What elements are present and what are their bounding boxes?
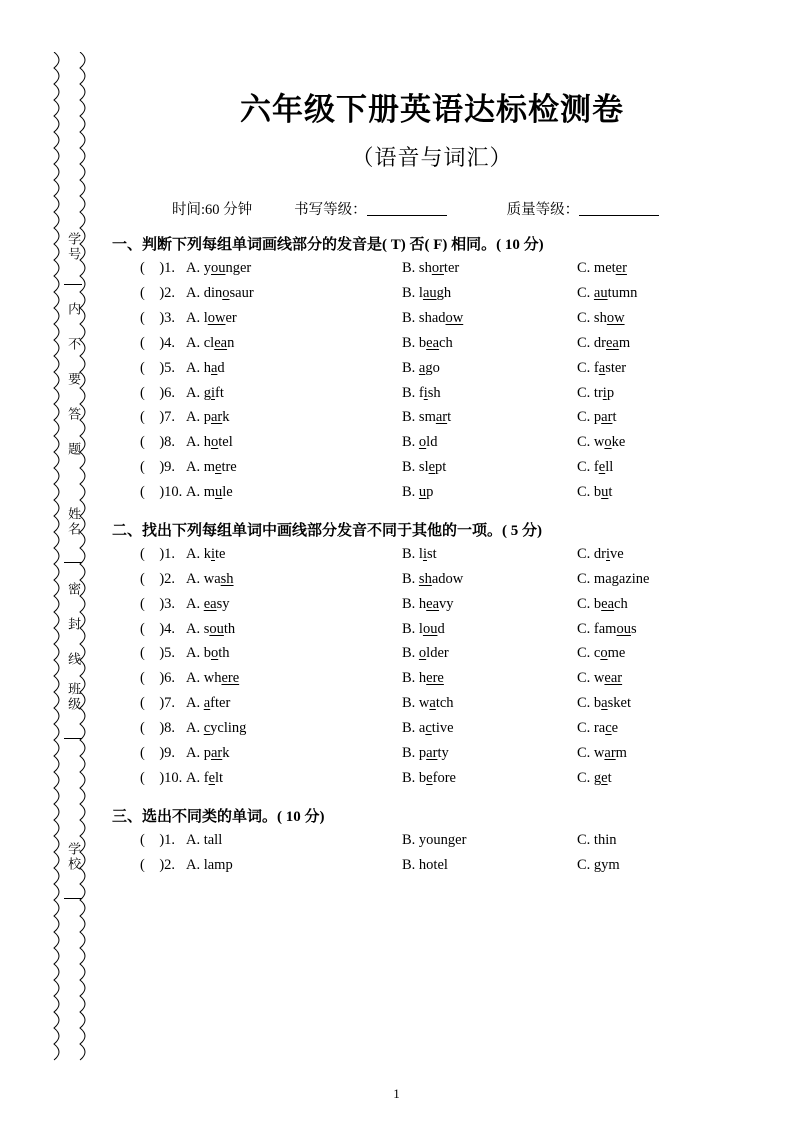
question-row — [112, 691, 752, 716]
option-c[interactable]: C. part — [577, 409, 617, 426]
answer-blank[interactable]: ( )10. — [140, 769, 183, 786]
option-c[interactable]: C. come — [577, 645, 626, 662]
option-a[interactable]: A. cycling — [186, 720, 247, 737]
option-c[interactable]: C. famous — [577, 620, 637, 637]
question-row — [112, 852, 752, 877]
answer-blank[interactable]: ( )8. — [140, 434, 176, 451]
option-c[interactable]: C. gym — [577, 856, 620, 873]
section-questions — [112, 828, 752, 878]
option-b[interactable]: B. up — [402, 484, 434, 501]
option-a[interactable]: A. lower — [186, 309, 237, 326]
option-a[interactable]: A. metre — [186, 459, 237, 476]
question-row — [112, 480, 752, 505]
answer-blank[interactable]: ( )3. — [140, 595, 176, 612]
section-heading: 三、选出不同类的单词。( 10 分) — [112, 808, 325, 825]
answer-blank[interactable]: ( )6. — [140, 670, 176, 687]
answer-blank[interactable]: ( )7. — [140, 409, 176, 426]
option-a[interactable]: A. where — [186, 670, 240, 687]
binding-margin-strip — [52, 52, 92, 1062]
answer-blank[interactable]: ( )1. — [140, 260, 176, 277]
answer-blank[interactable]: ( )6. — [140, 384, 176, 401]
option-b[interactable]: B. list — [402, 545, 437, 562]
option-a[interactable]: A. dinosaur — [186, 285, 254, 302]
margin-blank-line-xingming — [64, 562, 82, 563]
answer-blank[interactable]: ( )10. — [140, 484, 183, 501]
quality-grade-label: 质量等级： — [506, 202, 580, 218]
option-c[interactable]: C. meter — [577, 260, 627, 277]
option-c[interactable]: C. magazine — [577, 570, 650, 587]
answer-blank[interactable]: ( )5. — [140, 359, 176, 376]
option-b[interactable]: B. slept — [402, 459, 447, 476]
answer-blank[interactable]: ( )2. — [140, 285, 176, 302]
question-row — [112, 592, 752, 617]
option-a[interactable]: A. mule — [186, 484, 233, 501]
question-row — [112, 281, 752, 306]
option-b[interactable]: B. shadow — [402, 570, 464, 587]
option-a[interactable]: A. kite — [186, 545, 226, 562]
question-row — [112, 641, 752, 666]
option-c[interactable]: C. show — [577, 309, 625, 326]
option-b[interactable]: B. younger — [402, 831, 467, 848]
section-questions — [112, 256, 752, 505]
question-row — [112, 306, 752, 331]
question-row — [112, 666, 752, 691]
question-row — [112, 331, 752, 356]
question-row — [112, 716, 752, 741]
option-a[interactable]: A. younger — [186, 260, 252, 277]
option-b[interactable]: B. laugh — [402, 285, 452, 302]
exam-time: 时间:60 分钟 — [172, 202, 253, 218]
question-row — [112, 616, 752, 641]
question-row — [112, 828, 752, 853]
answer-blank[interactable]: ( )7. — [140, 695, 176, 712]
answer-blank[interactable]: ( )2. — [140, 856, 176, 873]
answer-blank[interactable]: ( )4. — [140, 620, 176, 637]
option-b[interactable]: B. shadow — [402, 309, 464, 326]
margin-blank-line-xuehao — [64, 284, 82, 285]
option-b[interactable]: B. watch — [402, 695, 454, 712]
option-c[interactable]: C. basket — [577, 695, 631, 712]
margin-blank-line-xuexiao — [64, 898, 82, 899]
option-a[interactable]: A. park — [186, 409, 230, 426]
option-a[interactable]: A. gift — [186, 384, 224, 401]
option-b[interactable]: B. fish — [402, 384, 441, 401]
option-b[interactable]: B. party — [402, 744, 449, 761]
question-row — [112, 567, 752, 592]
question-row — [112, 741, 752, 766]
exam-sheet — [112, 60, 752, 877]
margin-blank-line-banji — [64, 738, 82, 739]
question-row — [112, 380, 752, 405]
section-heading: 一、判断下列每组单词画线部分的发音是( T) 否( F) 相同。( 10 分) — [112, 237, 544, 253]
section-questions — [112, 542, 752, 791]
option-b[interactable]: B. active — [402, 720, 454, 737]
option-c[interactable]: C. wear — [577, 670, 623, 687]
answer-blank[interactable]: ( )2. — [140, 570, 176, 587]
answer-blank[interactable]: ( )5. — [140, 645, 176, 662]
margin-label-xuehao: 学号 — [66, 232, 82, 262]
option-c[interactable]: C. fell — [577, 459, 614, 476]
wavy-line-left — [52, 52, 66, 1062]
answer-blank[interactable]: ( )8. — [140, 720, 176, 737]
answer-blank[interactable]: ( )9. — [140, 459, 176, 476]
option-a[interactable]: A. lamp — [186, 856, 233, 873]
option-b[interactable]: B. older — [402, 645, 449, 662]
question-row — [112, 356, 752, 381]
option-a[interactable]: A. wash — [186, 570, 234, 587]
option-a[interactable]: A. after — [186, 695, 231, 712]
question-row — [112, 430, 752, 455]
option-b[interactable]: B. beach — [402, 334, 453, 351]
option-a[interactable]: A. felt — [186, 769, 224, 786]
option-b[interactable]: B. ago — [402, 359, 440, 376]
option-c[interactable]: C. but — [577, 484, 613, 501]
page-title: 六年级下册英语达标检测卷 — [240, 92, 624, 127]
question-row — [112, 542, 752, 567]
option-c[interactable]: C. get — [577, 769, 612, 786]
option-a[interactable]: A. south — [186, 620, 236, 637]
answer-blank[interactable]: ( )1. — [140, 545, 176, 562]
question-row — [112, 256, 752, 281]
section-heading: 二、找出下列每组单词中画线部分发音不同于其他的一项。( 5 分) — [112, 522, 542, 539]
option-c[interactable]: C. beach — [577, 595, 628, 612]
option-b[interactable]: B. heavy — [402, 595, 454, 612]
option-b[interactable]: B. smart — [402, 409, 452, 426]
handwriting-grade-label: 书写等级： — [294, 202, 367, 218]
answer-blank[interactable]: ( )1. — [140, 831, 176, 848]
margin-label-nei-bu-yao-da-ti: 内不要答题 — [66, 302, 82, 477]
handwriting-grade-blank[interactable] — [367, 202, 447, 216]
option-b[interactable]: B. hotel — [402, 856, 448, 873]
answer-blank[interactable]: ( )3. — [140, 309, 176, 326]
option-b[interactable]: B. here — [402, 670, 444, 687]
option-c[interactable]: C. trip — [577, 384, 615, 401]
answer-blank[interactable]: ( )4. — [140, 334, 176, 351]
question-row — [112, 766, 752, 791]
option-a[interactable]: A. park — [186, 744, 230, 761]
option-a[interactable]: A. tall — [186, 831, 223, 848]
question-row — [112, 455, 752, 480]
option-c[interactable]: C. race — [577, 720, 619, 737]
option-b[interactable]: B. loud — [402, 620, 445, 637]
wavy-line-right — [78, 52, 92, 1062]
option-c[interactable]: C. warm — [577, 744, 627, 761]
option-a[interactable]: A. clean — [186, 334, 235, 351]
answer-blank[interactable]: ( )9. — [140, 744, 176, 761]
handwriting-grade-field — [294, 198, 447, 219]
margin-label-xingming: 姓名 — [66, 507, 82, 537]
option-b[interactable]: B. before — [402, 769, 456, 786]
option-b[interactable]: B. old — [402, 434, 438, 451]
option-b[interactable]: B. shorter — [402, 260, 460, 277]
option-a[interactable]: A. easy — [186, 595, 230, 612]
margin-label-banji: 班级 — [66, 682, 82, 712]
option-c[interactable]: C. woke — [577, 434, 626, 451]
option-a[interactable]: A. hotel — [186, 434, 233, 451]
option-c[interactable]: C. dream — [577, 334, 631, 351]
option-a[interactable]: A. both — [186, 645, 230, 662]
quality-grade-blank[interactable] — [579, 202, 659, 216]
option-c[interactable]: C. faster — [577, 359, 627, 376]
exam-meta-row — [112, 198, 752, 219]
option-c[interactable]: C. autumn — [577, 285, 638, 302]
option-c[interactable]: C. thin — [577, 831, 617, 848]
page-number: 1 — [393, 1086, 400, 1101]
margin-label-xuexiao: 学校 — [66, 842, 82, 872]
quality-grade-field — [507, 198, 660, 219]
option-a[interactable]: A. had — [186, 359, 225, 376]
question-row — [112, 405, 752, 430]
option-c[interactable]: C. drive — [577, 545, 624, 562]
margin-label-mifengxian: 密封线 — [66, 582, 82, 687]
page-subtitle: （语音与词汇） — [351, 145, 513, 170]
